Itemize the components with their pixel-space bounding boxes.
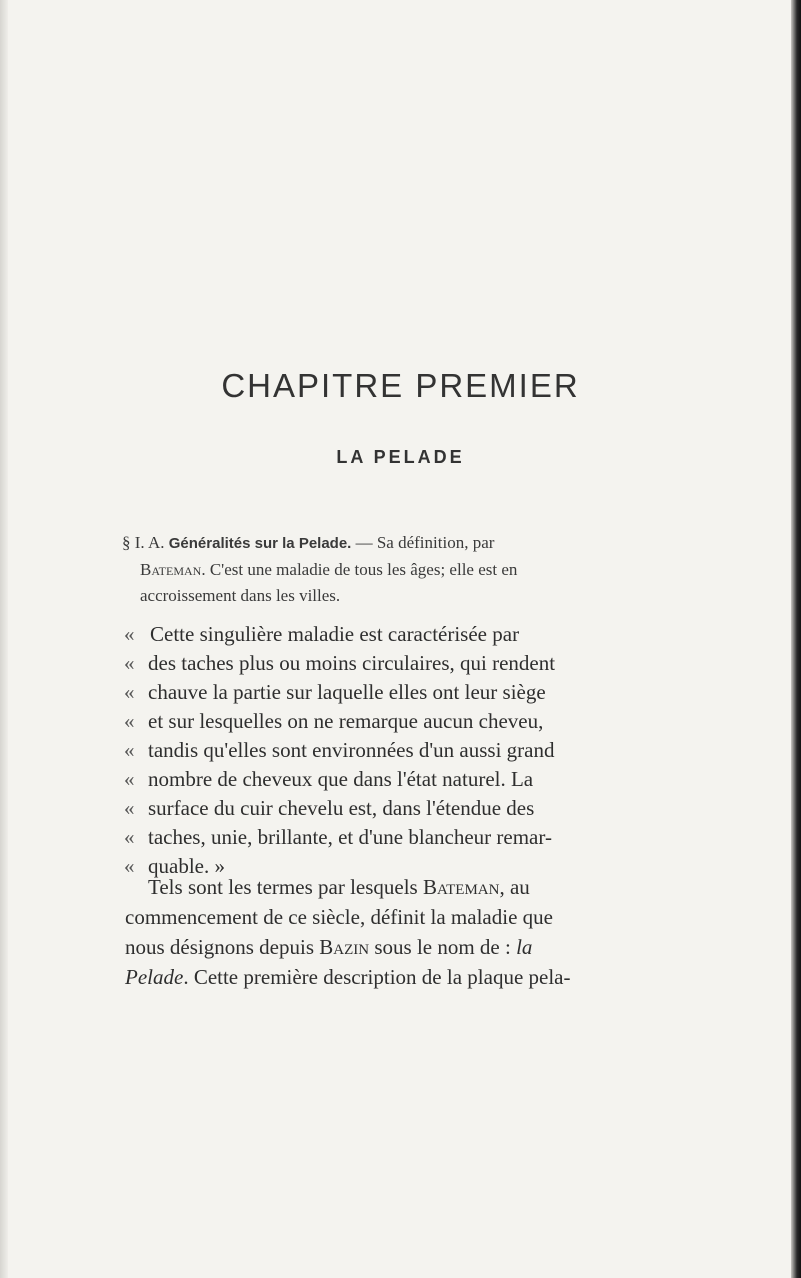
section-title: LA PELADE [336, 447, 465, 467]
paragraph-line-2: commencement de ce siècle, définit la maladie que [125, 905, 553, 929]
paragraph-text: . Cette première description de la plaque pela- [183, 965, 571, 989]
section-heading [122, 530, 680, 609]
page-edge-left [0, 0, 8, 1278]
quote-line [124, 678, 688, 707]
quote-line [124, 794, 688, 823]
quote-line [124, 765, 688, 794]
body-paragraph [125, 872, 670, 992]
quotation-block [124, 620, 688, 881]
paragraph-line-4 [125, 962, 670, 992]
paragraph-line-3 [125, 932, 670, 962]
quote-mark: « [124, 709, 135, 733]
quote-line-text: et sur lesquelles on ne remarque aucun cheveu, [148, 709, 544, 733]
quote-mark: « [124, 854, 135, 878]
chapter-title: CHAPITRE PREMIER [221, 367, 580, 404]
paragraph-text: Tels sont les termes par lesquels [148, 875, 423, 899]
quote-line [124, 707, 688, 736]
quote-line-text: Cette singulière maladie est caractérisée par [150, 622, 520, 646]
paragraph-text: nous désignons depuis [125, 935, 320, 959]
quote-line-text: surface du cuir chevelu est, dans l'étendue des [148, 796, 535, 820]
section-heading-line-2-rest: . C'est une maladie de tous les âges; elle est en [201, 560, 518, 579]
quote-line [124, 620, 688, 649]
author-bazin: Bazin [319, 935, 370, 959]
paragraph-line-1 [125, 872, 670, 902]
section-number: § I. A. [122, 533, 165, 552]
page-edge-right [791, 0, 801, 1278]
quote-mark: « [124, 825, 135, 849]
section-heading-line-1 [122, 530, 680, 557]
quote-line-text: taches, unie, brillante, et d'une blancheur remar- [148, 825, 552, 849]
author-bateman: Bateman [140, 560, 202, 579]
section-heading-dash: — Sa définition, par [351, 533, 495, 552]
author-bateman: Bateman [422, 875, 500, 899]
section-heading-title: Généralités sur la Pelade. [168, 535, 352, 552]
quote-line-text: chauve la partie sur laquelle elles ont leur siège [148, 680, 546, 704]
paragraph-text: , au [499, 875, 530, 899]
italic-term: la [516, 935, 533, 959]
quote-line-text: quable. » [148, 854, 225, 878]
quote-line [124, 649, 688, 678]
quote-mark: « [124, 767, 135, 791]
quote-mark: « [124, 796, 135, 820]
quote-mark: « [124, 622, 135, 646]
quote-line-text: nombre de cheveux que dans l'état naturel. La [148, 767, 534, 791]
quote-mark: « [124, 738, 135, 762]
quote-line [124, 736, 688, 765]
quote-line-text: des taches plus ou moins circulaires, qui rendent [148, 651, 556, 675]
paragraph-text: sous le nom de : [369, 935, 517, 959]
section-heading-line-3: accroissement dans les villes. [140, 586, 341, 605]
quote-line [124, 823, 688, 852]
quote-mark: « [124, 680, 135, 704]
quote-line-text: tandis qu'elles sont environnées d'un aussi grand [148, 738, 555, 762]
italic-term: Pelade [125, 965, 184, 989]
section-heading-line-2 [140, 557, 680, 583]
quote-mark: « [124, 651, 135, 675]
